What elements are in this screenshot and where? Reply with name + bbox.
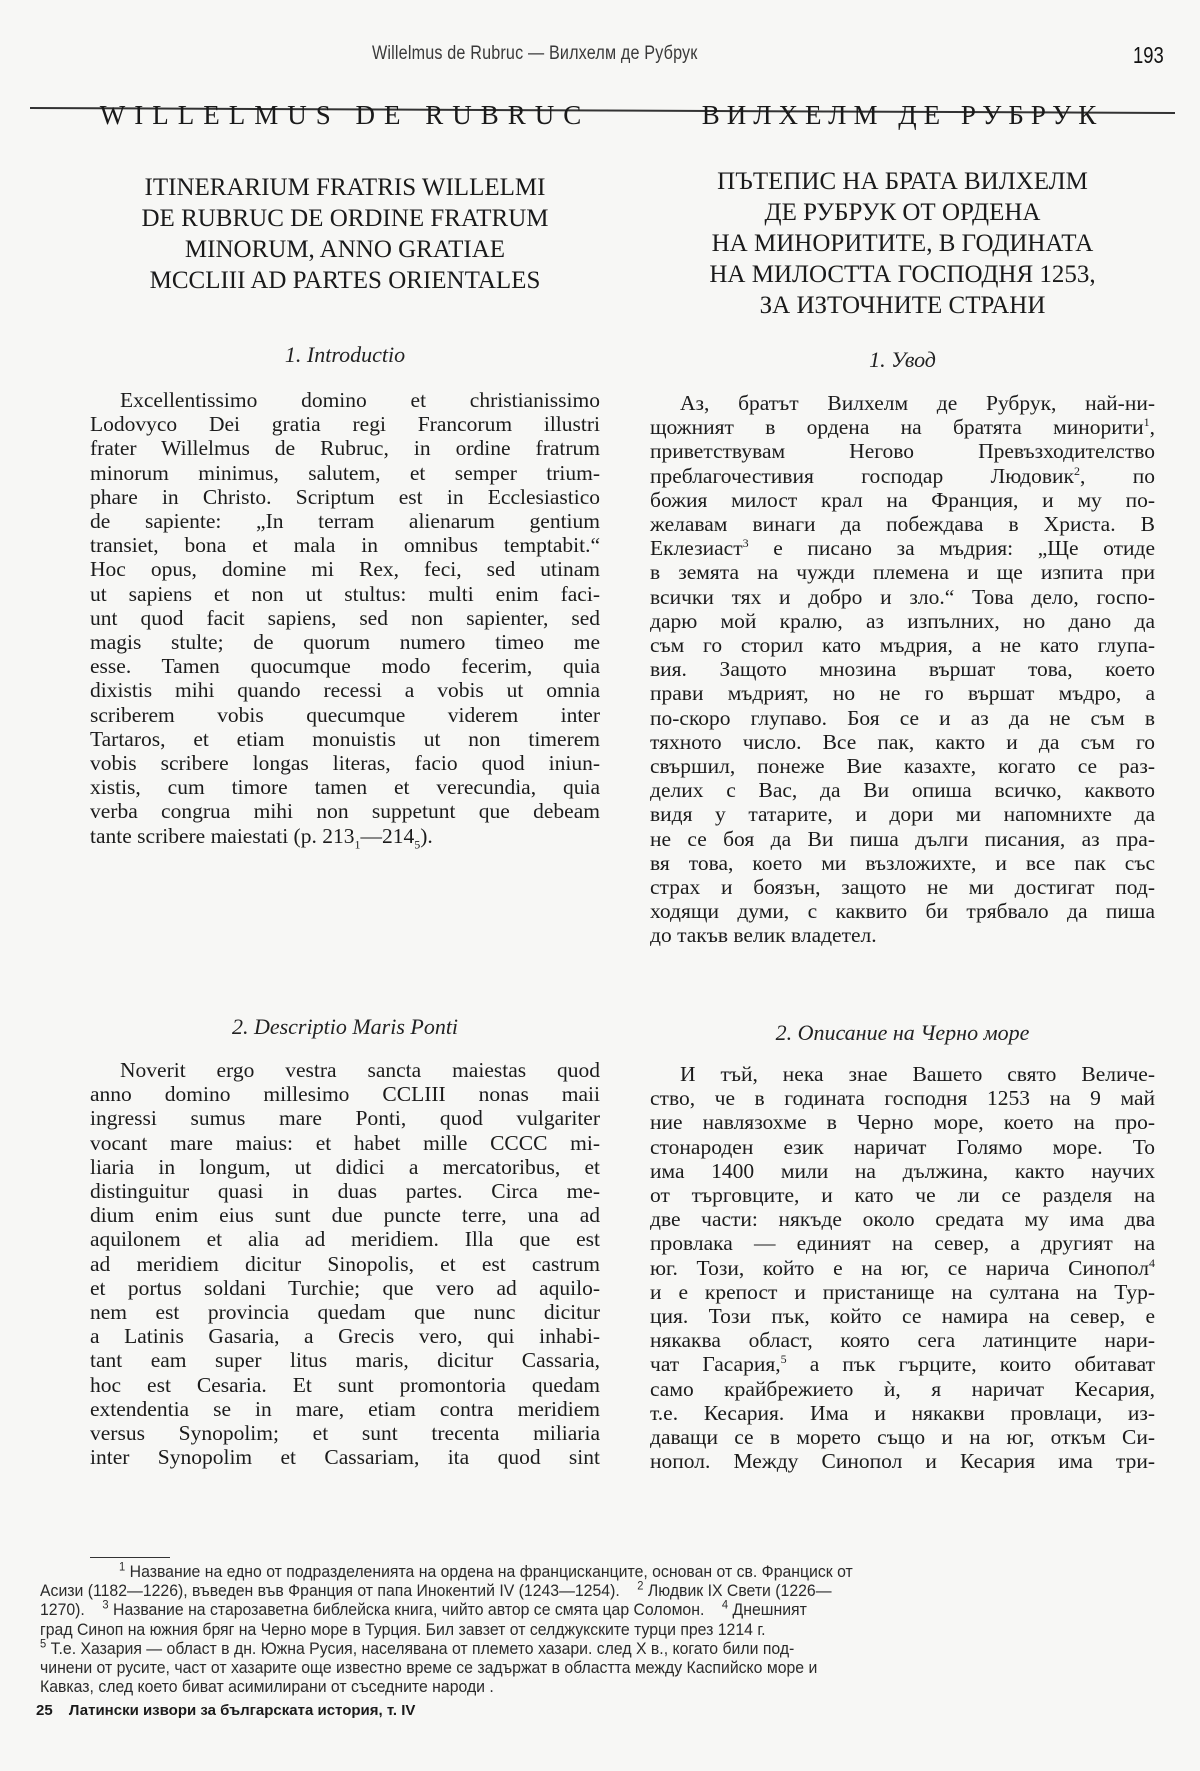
latin-title-line: MINORUM, ANNO GRATIAE — [184, 236, 506, 263]
text-line: преблагочестивия господар Людовик$^2$, по — [650, 463, 1156, 488]
footnote-number: 2 — [637, 1578, 644, 1593]
text-line: някаква област, която сега латинците нари- — [650, 1328, 1155, 1353]
text-line: чат Гасария,$^5$ а пък гърците, които обитават — [650, 1352, 1155, 1377]
text-line: xistis, cum timore tamen et verecundia, quia — [90, 775, 600, 800]
running-head — [0, 40, 1200, 70]
bulgarian-column — [650, 100, 1156, 1474]
text-line: verba congrua mihi non suppetunt que debeam — [90, 799, 600, 824]
bulgarian-section-2-heading: 2. Описание на Черно море — [775, 1020, 1030, 1045]
text-line: делих с Вас, да Ви опиша всичко, каквото — [650, 778, 1155, 803]
text-line: по-скоро глупаво. Боя се и аз да не съм в — [650, 705, 1155, 730]
text-line: две части: някъде около средата му има два — [650, 1207, 1155, 1232]
text-line: ut sapiens et non ut stultus: multi enim faci- — [90, 581, 600, 606]
text-line: от търговците, и като че ли се разделя на — [650, 1183, 1155, 1208]
text-line: тяхното число. Все пак, както и да съм го — [650, 729, 1155, 754]
footnotes — [40, 1559, 1175, 1697]
text-line: anno domino millesimo CCLIII nonas maii — [90, 1082, 600, 1107]
text-line: dium enim eius sunt due puncte terre, una ad — [90, 1203, 600, 1228]
text-line: приветствувам Негово Превъзходителство — [650, 439, 1155, 464]
text-line: de sapiente: „In terram alienarum gentium — [90, 509, 600, 534]
footnote-4: Днешният — [732, 1600, 807, 1620]
text-line: vobis scribere longas literas, facio quod iniun- — [90, 751, 600, 776]
text-line: Hoc opus, domine mi Rex, feci, sed utinam — [90, 557, 600, 582]
text-line: всички тях и добро и зло.“ Това дело, госпо- — [650, 584, 1155, 609]
footnote-number: 5 — [40, 1636, 47, 1651]
text-line: юг. Този, който е на юг, се нарича Синопол$^4$ — [650, 1255, 1155, 1280]
latin-section-2-heading: 2. Descriptio Maris Ponti — [231, 1014, 459, 1039]
text-line: ство, че в годината господня 1253 на 9 май — [650, 1086, 1155, 1111]
text-line: прави мъдрият, но не го вършат мъдро, а — [650, 681, 1155, 706]
footnote-5-cont: чинени от русите, част от хазарите още известно време се задържат в областта между Каспийско море и — [40, 1658, 818, 1678]
text-line: само крайбрежието ѝ, я наричат Кесария, — [650, 1376, 1155, 1401]
citation-text: tante scribere maiestati (p. 213 — [90, 823, 355, 848]
text-line: phare in Christo. Scriptum est in Ecclesiastico — [90, 484, 600, 509]
bulgarian-title-line: ПЪТЕПИС НА БРАТА ВИЛХЕЛМ — [717, 168, 1088, 195]
text-line: вя това, което ми възложихте, и все пак със — [650, 850, 1155, 875]
book-title: Латински извори за българската история, т. IV — [68, 1702, 416, 1719]
footnote-ref-3[interactable]: 3 — [742, 536, 749, 551]
text-line: не се боя да Ви пиша дълги писания, аз пра- — [650, 826, 1155, 851]
footnote-1: $^1$ Название на едно от подразделенията на ордена на францисканците, основан от св. Франциск от — [119, 1559, 853, 1581]
text-line: страх и боязън, защото не ми достигат под- — [650, 875, 1155, 900]
bulgarian-title-line: НА МИНОРИТИТЕ, В ГОДИНАТА — [711, 230, 1094, 257]
footnote-number: 4 — [721, 1597, 729, 1612]
footnote-rule — [90, 1557, 170, 1558]
text-line: tant eam super litus maris, dicitur Cassaria, — [90, 1348, 600, 1373]
bulgarian-author: ВИЛХЕЛМ ДЕ РУБРУК — [701, 100, 1104, 130]
footnote-4-cont: град Синоп на южния бряг на Черно море в Турция. Бил завзет от селджукските турци през 1214 г. — [40, 1619, 766, 1639]
text-line: видя у татарите, и дори ми напомнихте да — [650, 802, 1155, 827]
text-line: extendentia se in mare, etiam contra meridiem — [90, 1396, 600, 1421]
text-line: желавам винаги да побеждава в Христа. В — [650, 512, 1155, 537]
latin-column — [90, 100, 600, 1470]
line-subscript: 1 — [354, 836, 361, 851]
text-line: стонароден език наричат Голямо море. То — [650, 1134, 1155, 1159]
text-line: има 1400 мили на дължина, както научих — [650, 1158, 1155, 1183]
citation-text: —214 — [360, 823, 415, 848]
text-line: Аз, братът Вилхелм де Рубрук, най-ни- — [680, 391, 1155, 415]
footnote-3: Название на старозаветна библейска книга, чийто автор се смята цар Соломон. — [113, 1600, 705, 1620]
latin-title-line: DE RUBRUC DE ORDINE FRATRUM — [141, 205, 549, 232]
text-line: съм го сторил като мъдрия, а не като глупа- — [650, 633, 1155, 658]
text-line: scriberem vobis quecumque viderem inter — [90, 702, 600, 727]
text-line: и е крепост и пристанище на султана на Тур- — [650, 1279, 1155, 1304]
text-line: unt quod facit sapiens, sed non sapienter, sed — [90, 605, 600, 630]
latin-section-1-text — [90, 388, 600, 851]
page-number: 193 — [1133, 42, 1164, 68]
text-line: nem est provincia quedam que nunc dicitur — [90, 1300, 600, 1325]
bulgarian-section-2-text — [650, 1062, 1155, 1473]
text-line: ние навлязохме в Черно море, което на про- — [650, 1110, 1155, 1135]
footnote-2: Людвик IX Свети (1226— — [647, 1581, 832, 1601]
bulgarian-title-line: НА МИЛОСТТА ГОСПОДНЯ 1253, — [709, 261, 1096, 288]
text-line: божия милост крал на Франция, и му по- — [650, 487, 1155, 512]
text-line: magis stulte; de quorum numero timeo me — [90, 630, 600, 655]
text-line: нопол. Между Синопол и Кесария има три- — [650, 1449, 1155, 1474]
bulgarian-title-line: ЗА ИЗТОЧНИТЕ СТРАНИ — [759, 292, 1046, 319]
text-line: ingressi sumus mare Ponti, quod vulgariter — [90, 1106, 600, 1131]
bulgarian-section-1-heading: 1. Увод — [869, 347, 936, 372]
text-line: et portus soldani Turchie; que vero ad aquilo- — [90, 1275, 600, 1300]
text-line-citation — [90, 823, 600, 851]
bulgarian-section-1-text — [650, 391, 1155, 948]
text-line: vocant mare maius: et habet mille CCCC mi- — [90, 1130, 600, 1155]
text-line: dixistis mihi quando recessi a vobis ut omnia — [90, 678, 600, 703]
footnote-2-cont: 1270). $^3$ Название на старозаветна библейска книга, чийто автор се смята цар Соломон. $^4$ Днешният — [40, 1597, 807, 1620]
text-line: вия. Защото мнозина вършат това, което — [650, 657, 1155, 682]
text-line: hoc est Cesaria. Et sunt promontoria quedam — [90, 1372, 600, 1397]
text-line: inter Synopolim et Cassariam, ita quod sint — [90, 1445, 600, 1470]
text-line: щожният в ордена на братята минорити$^1$, — [650, 415, 1155, 440]
text-line: И тъй, нека знае Вашето свято Величе- — [680, 1062, 1155, 1086]
latin-title-line: MCCLIII AD PARTES ORIENTALES — [149, 267, 541, 294]
signature-mark: 25 — [36, 1702, 53, 1719]
text-line: даващи се в морето също и на юг, откъм Си- — [650, 1425, 1155, 1450]
footnote-ref-5[interactable]: 5 — [780, 1352, 787, 1367]
latin-section-1-heading: 1. Introductio — [284, 342, 406, 367]
footnote-ref-2[interactable]: 2 — [1073, 463, 1080, 478]
text-line: liaria in longum, ut didici a mercatoribus, et — [90, 1154, 600, 1179]
text-line: т.е. Кесария. Има и някакви провлаци, из- — [650, 1400, 1155, 1425]
text-line: в земята на чужди племена и ще изпита при — [650, 560, 1155, 585]
bulgarian-title-line: ДЕ РУБРУК ОТ ОРДЕНА — [764, 199, 1041, 226]
footnote-1-cont: Асизи (1182—1226), въведен във Франция от папа Инокентий IV (1243—1254). $^2$ Людвик IX Свети (1226— — [40, 1578, 832, 1601]
text-line: провлака — единият на север, а другият на — [650, 1231, 1155, 1256]
text-line: a Latinis Gasaria, a Grecis vero, qui inhabi- — [90, 1324, 600, 1349]
line-subscript: 5 — [414, 836, 421, 851]
text-line: transiet, bona et mala in omnibus temptabit.“ — [90, 533, 600, 558]
text-line: ad meridiem dicitur Sinopolis, et est castrum — [90, 1251, 600, 1276]
running-title: Willelmus de Rubruc — Вилхелм де Рубрук — [372, 43, 698, 64]
footnote-5-cont: Кавказ, след което биват асимилирани от съседните народи . — [40, 1677, 494, 1697]
footnote-ref-4[interactable]: 4 — [1149, 1255, 1155, 1270]
footnote-ref-1[interactable]: 1 — [1143, 415, 1150, 430]
text-line: Еклезиаст$^3$ е писано за мъдрия: „Ще отиде — [650, 536, 1155, 561]
text-line: дарю мой кралю, аз изпълних, но дано да — [650, 608, 1155, 633]
text-line: frater Willelmus de Rubruc, in ordine fratrum — [90, 436, 600, 461]
citation-text: ). — [420, 823, 433, 848]
text-line: ция. Този пък, който се намира на север, е — [650, 1304, 1155, 1329]
footnote-5: $^5$ Т.е. Хазария — област в дн. Южна Русия, населявана от племето хазари. след X в., когато били под- — [40, 1636, 795, 1658]
text-line: esse. Tamen quocumque modo fecerim, quia — [90, 654, 600, 679]
text-line: ходящи думи, с каквито би трябвало да пиша — [650, 899, 1155, 924]
text-line: distinguitur quasi in duas partes. Circa me- — [90, 1179, 600, 1204]
footnote-number: 1 — [119, 1559, 126, 1574]
text-line: Lodovyco Dei gratia regi Francorum illustri — [90, 412, 600, 437]
latin-title-line: ITINERARIUM FRATRIS WILLELMI — [144, 174, 546, 201]
latin-author: WILLELMUS DE RUBRUC — [99, 100, 591, 130]
latin-section-2-text — [90, 1058, 600, 1469]
text-line: minorum minimus, salutem, et semper trium- — [90, 460, 600, 485]
latin-title — [90, 172, 600, 296]
page-footer — [36, 1702, 415, 1719]
text-line: Noverit ergo vestra sancta maiestas quod — [120, 1058, 600, 1082]
text-line: Tartaros, et etiam monuistis ut non timerem — [90, 726, 600, 751]
bulgarian-title — [650, 166, 1155, 321]
text-line: aquilonem et alia ad meridiem. Illa que est — [90, 1227, 600, 1252]
footnote-number: 3 — [102, 1597, 109, 1612]
text-line: свършил, понеже Вие казахте, когато се раз- — [650, 754, 1155, 779]
text-line: до такъв велик владетел. — [650, 923, 877, 948]
text-line: Excellentissimo domino et christianissimo — [120, 388, 600, 412]
text-line: versus Synopolim; et sunt trecenta miliaria — [90, 1421, 600, 1446]
